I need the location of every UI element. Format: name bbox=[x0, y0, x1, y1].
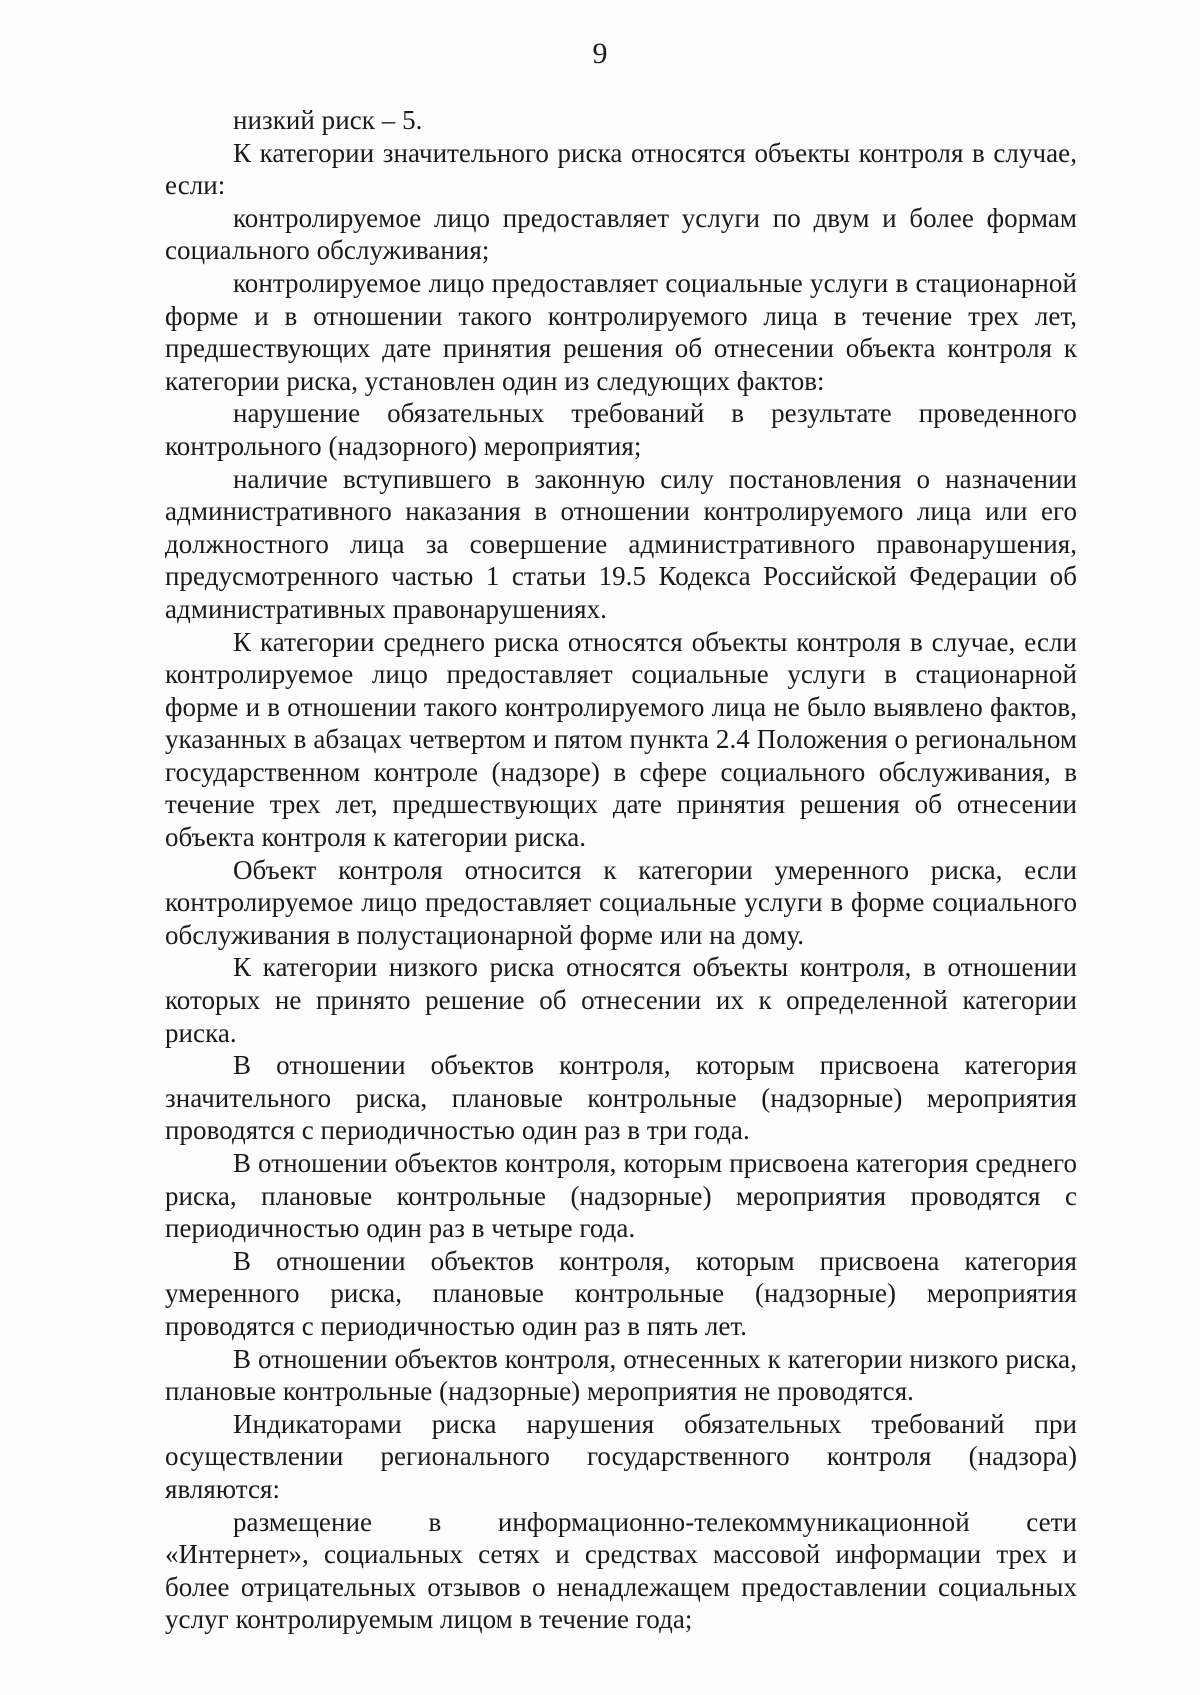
paragraph-moderate-risk: Объект контроля относится к категории умеренного риска, если контролируемое лицо предоставляет социальные услуги в форме социального обслуживания в полустационарной форме или на дому. bbox=[165, 854, 1077, 950]
paragraph-low-risk: К категории низкого риска относятся объекты контроля, в отношении которых не принято решение об отнесении их к определенной категории риска. bbox=[165, 952, 1077, 1048]
paragraph-significant-risk-forms: контролируемое лицо предоставляет услуги по двум и более формам социального обслуживания; bbox=[165, 202, 1077, 266]
paragraph-medium-risk-frequency: В отношении объектов контроля, которым присвоена категория среднего риска, плановые контрольные (надзорные) мероприятия проводятся с периодичностью один раз в четыре года. bbox=[165, 1148, 1077, 1244]
paragraph-administrative-penalty-fact: наличие вступившего в законную силу постановления о назначении административного наказания в отношении контролируемого лица или его должностного лица за совершение административного правонарушения, предусмотренного частью 1 статьи 19.5 Кодекса Российской Федерации об административных правонарушениях. bbox=[165, 463, 1077, 624]
page-number: 9 bbox=[592, 37, 608, 70]
paragraph-medium-risk: К категории среднего риска относятся объекты контроля в случае, если контролируемое лицо предоставляет социальные услуги в стационарной форме и в отношении такого контролируемого лица не было выявлено фактов, указанных в абзацах четвертом и пятом пункта 2.4 Положения о региональном государственном контроле (надзоре) в сфере социального обслуживания, в течение трех лет, предшествующих дате принятия решения об отнесении объекта контроля к категории риска. bbox=[165, 626, 1077, 853]
paragraph-significant-risk-intro: К категории значительного риска относятся объекты контроля в случае, если: bbox=[165, 137, 1077, 201]
paragraph-moderate-risk-frequency: В отношении объектов контроля, которым присвоена категория умеренного риска, плановые контрольные (надзорные) мероприятия проводятся с периодичностью один раз в пять лет. bbox=[165, 1245, 1077, 1341]
paragraph-low-risk-frequency: В отношении объектов контроля, отнесенных к категории низкого риска, плановые контрольные (надзорные) мероприятия не проводятся. bbox=[165, 1343, 1077, 1407]
paragraph-significant-risk-frequency: В отношении объектов контроля, которым присвоена категория значительного риска, плановые контрольные (надзорные) мероприятия проводятся с периодичностью один раз в три года. bbox=[165, 1050, 1077, 1146]
paragraph-risk-indicators-intro: Индикаторами риска нарушения обязательных требований при осуществлении регионального государственного контроля (надзора) являются: bbox=[165, 1408, 1077, 1504]
paragraph-violation-fact: нарушение обязательных требований в результате проведенного контрольного (надзорного) мероприятия; bbox=[165, 398, 1077, 461]
paragraph-significant-risk-stationary: контролируемое лицо предоставляет социальные услуги в стационарной форме и в отношении такого контролируемого лица в течение трех лет, предшествующих дате принятия решения об отнесении объекта контроля к категории риска, установлен один из следующих фактов: bbox=[165, 267, 1077, 396]
paragraph-low-risk-count: низкий риск – 5. bbox=[233, 105, 423, 135]
paragraph-risk-indicator-internet-reviews: размещение в информационно-телекоммуникационной сети «Интернет», социальных сетях и средствах массовой информации трех и более отрицательных отзывов о ненадлежащем предоставлении социальных услуг контролируемым лицом в течение года; bbox=[165, 1506, 1077, 1635]
document-body bbox=[165, 104, 1077, 1636]
